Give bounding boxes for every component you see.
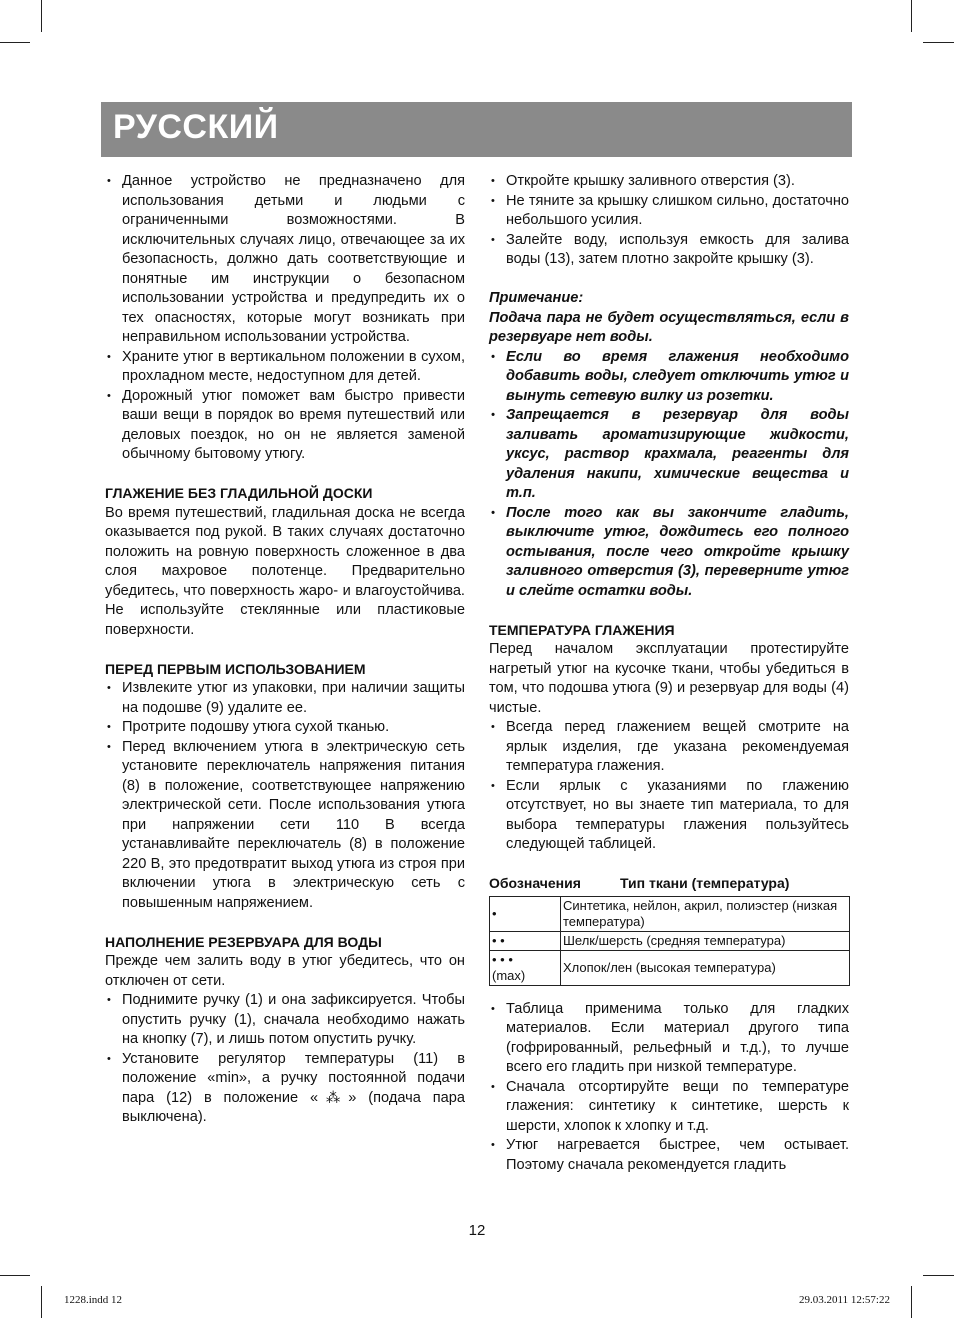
bullet-list bbox=[105, 991, 465, 1128]
list-item: • Утюг нагревается быстрее, чем остывает. Поэтому сначала рекомендуется гладить bbox=[489, 1136, 849, 1175]
note-list bbox=[489, 348, 849, 602]
section-text: Прежде чем залить воду в утюг убедитесь, что он отключен от сети. bbox=[105, 953, 465, 989]
bullet-list bbox=[489, 1000, 849, 1176]
list-item: • Протрите подошву утюга сухой тканью. bbox=[105, 718, 465, 738]
crop-mark bbox=[923, 42, 954, 43]
table-row bbox=[490, 950, 850, 985]
crop-mark bbox=[0, 1275, 30, 1276]
intro-list bbox=[105, 172, 465, 465]
section-text: Перед началом эксплуатации протестируйте нагретый утюг на кусочке ткани, чтобы убедиться в том, что подошва утюга (9) и резервуар для воды (4) чистые. bbox=[489, 641, 849, 716]
list-item: • Перед включением утюга в электрическую сеть установите переключатель напряжения питания (8) в положение, соответствующее напряжению электрической сети. После использования утюга при напряжении сети 110 В всегда устанавливайте переключатель (8) в положение 220 В, это предотвратит выход утюга из строя при включении утюга в электрическую сеть с повышенным напряжением. bbox=[105, 738, 465, 914]
list-item: • Сначала отсортируйте вещи по температуре глажения: синтетику к синтетике, шерсть к шерсти, хлопок к хлопку и т.д. bbox=[489, 1078, 849, 1137]
list-item: • Данное устройство не предназначено для использования детьми и людьми с ограниченными возможностями. В исключительных случаях лицо, отвечающее за их безопасность, должно дать соответствующие и понятные им инструкции о безопасном использовании устройства и предупредить их о тех опасностях, которые могут возникать при неправильном использовании устройства. bbox=[105, 172, 465, 348]
crop-mark bbox=[41, 1286, 42, 1318]
table-col-fabric: Тип ткани (температура) bbox=[620, 875, 790, 891]
table-row bbox=[490, 896, 850, 931]
list-item: • Откройте крышку заливного отверстия (3). bbox=[489, 172, 849, 192]
crop-mark bbox=[41, 0, 42, 32]
list-item: • Установите регулятор температуры (11) в положение «min», а ручку постоянной подачи пара (12) в положение «⁂» (подача пара выключена). bbox=[105, 1050, 465, 1128]
bullet-list bbox=[489, 718, 849, 855]
list-item: • Всегда перед глажением вещей смотрите на ярлык изделия, где указана рекомендуемая температура глажения. bbox=[489, 718, 849, 777]
page-title: РУССКИЙ bbox=[113, 108, 279, 146]
list-item: • Если во время глажения необходимо добавить воды, следует отключить утюг и вынуть сетевую вилку из розетки. bbox=[489, 348, 849, 407]
bullet-list bbox=[105, 679, 465, 913]
footer-datetime: 29.03.2011 12:57:22 bbox=[799, 1294, 890, 1306]
list-item: • Если ярлык с указаниями по глажению отсутствует, но вы знаете тип материала, то для выбора температуры глажения пользуйтесь следующей таблицей. bbox=[489, 777, 849, 855]
table-col-symbols: Обозначения bbox=[489, 875, 581, 891]
temperature-table bbox=[489, 896, 850, 986]
table-header bbox=[489, 874, 849, 894]
list-item: • Поднимите ручку (1) и она зафиксируется. Чтобы опустить ручку (1), сначала необходимо нажать на кнопку (7), и лишь потом опустить ручку. bbox=[105, 991, 465, 1050]
crop-mark bbox=[911, 0, 912, 32]
language-banner bbox=[101, 102, 852, 157]
table-row bbox=[490, 931, 850, 950]
table-cell-symbol: • bbox=[490, 896, 561, 931]
section-text: Во время путешествий, гладильная доска не всегда оказывается под рукой. В таких случаях достаточно положить на ровную поверхность сложенное в два слоя махровое полотенце. Предварительно убедитесь, что поверхность жаро- и влагоустойчива. Не используйте стеклянные или пластиковые поверхности. bbox=[105, 504, 465, 638]
table-cell-text: Хлопок/лен (высокая температура) bbox=[561, 950, 850, 985]
bullet-list bbox=[489, 172, 849, 270]
crop-mark bbox=[0, 42, 30, 43]
list-item: • После того как вы закончите гладить, выключите утюг, дождитесь его полного остывания, после чего откройте крышку заливного отверстия (3), переверните утюг и слейте остатки воды. bbox=[489, 504, 849, 602]
crop-mark bbox=[923, 1275, 954, 1276]
list-item: • Залейте воду, используя емкость для залива воды (13), затем плотно закройте крышку (3). bbox=[489, 231, 849, 270]
table-cell-text: Шелк/шерсть (средняя температура) bbox=[561, 931, 850, 950]
section-heading: ГЛАЖЕНИЕ БЕЗ ГЛАДИЛЬНОЙ ДОСКИ bbox=[105, 485, 373, 501]
crop-mark bbox=[911, 1286, 912, 1318]
list-item: • Не тяните за крышку слишком сильно, достаточно небольшого усилия. bbox=[489, 192, 849, 231]
footer-file: 1228.indd 12 bbox=[64, 1294, 123, 1306]
left-column bbox=[105, 172, 465, 1128]
list-item: • Дорожный утюг поможет вам быстро привести ваши вещи в порядок во время путешествий или деловых поездок, но он не является заменой обычному бытовому утюгу. bbox=[105, 387, 465, 465]
section-heading: НАПОЛНЕНИЕ РЕЗЕРВУАРА ДЛЯ ВОДЫ bbox=[105, 933, 382, 950]
list-item: • Извлеките утюг из упаковки, при наличии защиты на подошве (9) удалите ее. bbox=[105, 679, 465, 718]
table-cell-text: Синтетика, нейлон, акрил, полиэстер (низкая температура) bbox=[561, 896, 850, 931]
section-heading: ПЕРЕД ПЕРВЫМ ИСПОЛЬЗОВАНИЕМ bbox=[105, 660, 366, 677]
right-column bbox=[489, 172, 849, 1175]
list-item: • Запрещается в резервуар для воды заливать ароматизирующие жидкости, уксус, раствор крахмала, реагенты для удаления накипи, химические вещества и т.п. bbox=[489, 406, 849, 504]
page-number: 12 bbox=[468, 1222, 486, 1239]
list-item: • Храните утюг в вертикальном положении в сухом, прохладном месте, недоступном для детей. bbox=[105, 348, 465, 387]
list-item: • Таблица применима только для гладких материалов. Если материал другого типа (гофрированный, рельефный и т.д.), то лучше всего его гладить при низкой температуре. bbox=[489, 1000, 849, 1078]
table-cell-symbol: • • bbox=[490, 931, 561, 950]
note-text: Подача пара не будет осуществляться, если в резервуаре нет воды. bbox=[489, 309, 849, 345]
section-heading: ТЕМПЕРАТУРА ГЛАЖЕНИЯ bbox=[489, 621, 675, 638]
note-title: Примечание: bbox=[489, 290, 584, 306]
table-cell-symbol: • • • (max) bbox=[490, 950, 561, 985]
